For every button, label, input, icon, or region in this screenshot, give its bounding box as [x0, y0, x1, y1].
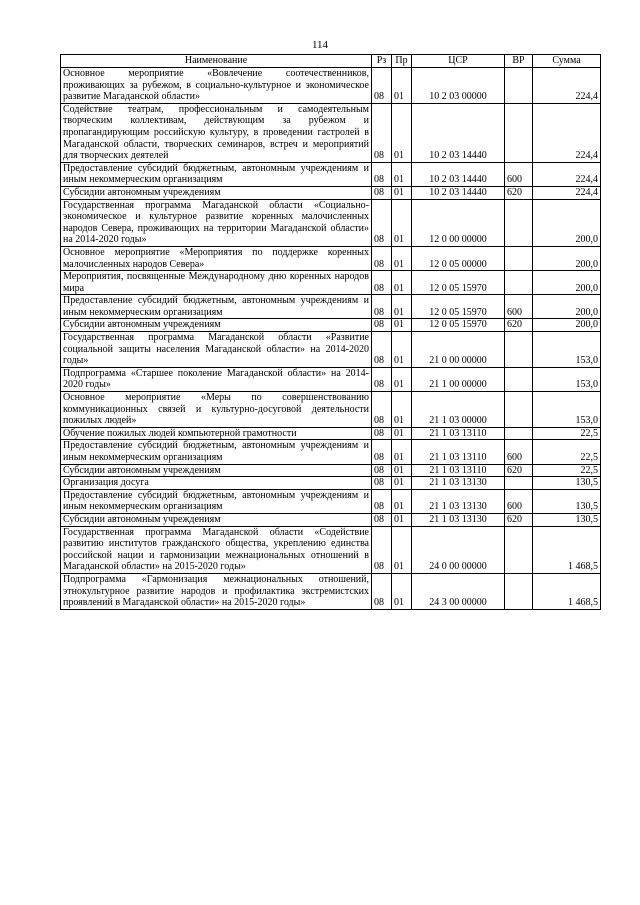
- table-row: [61, 513, 601, 526]
- cell-csr: 21 1 03 13110: [412, 427, 505, 440]
- cell-csr: 10 2 03 14440: [412, 103, 505, 162]
- cell-pr: 01: [392, 464, 412, 477]
- cell-rz: 08: [372, 513, 392, 526]
- table-row: [61, 319, 601, 332]
- table-header-row: [61, 55, 601, 68]
- cell-pr: 01: [392, 332, 412, 368]
- cell-name: Государственная программа Магаданской области «Социально-экономическое и культурное развитие коренных малочисленных народов Севера, проживающих на территории Магаданской области» на 2014-2020 годы»: [61, 199, 372, 246]
- cell-name: Основное мероприятие «Мероприятия по поддержке коренных малочисленных народов Севера»: [61, 246, 372, 270]
- cell-name: Субсидии автономным учреждениям: [61, 464, 372, 477]
- table-row: [61, 427, 601, 440]
- cell-rz: 08: [372, 489, 392, 513]
- cell-pr: 01: [392, 68, 412, 104]
- cell-vr: 600: [505, 162, 533, 186]
- cell-name: Подпрограмма «Гармонизация межнациональных отношений, этнокультурное развитие народов и профилактика экстремистских проявлений в Магаданской области» на 2015-2020 годы»: [61, 573, 372, 609]
- cell-pr: 01: [392, 427, 412, 440]
- cell-rz: 08: [372, 440, 392, 464]
- cell-vr: [505, 392, 533, 428]
- cell-vr: [505, 246, 533, 270]
- cell-vr: 620: [505, 513, 533, 526]
- cell-sum: 200,0: [533, 271, 601, 295]
- cell-vr: [505, 271, 533, 295]
- header-sum: Сумма: [533, 55, 601, 68]
- header-csr: ЦСР: [412, 55, 505, 68]
- cell-rz: 08: [372, 68, 392, 104]
- table-row: [61, 246, 601, 270]
- cell-name: Основное мероприятие «Вовлечение соотечественников, проживающих за рубежом, в социально-культурное и экономическое развитие Магаданской области»: [61, 68, 372, 104]
- table-row: [61, 68, 601, 104]
- cell-vr: [505, 68, 533, 104]
- cell-rz: 08: [372, 186, 392, 199]
- table-row: [61, 186, 601, 199]
- cell-sum: 200,0: [533, 246, 601, 270]
- table-row: [61, 489, 601, 513]
- cell-vr: 620: [505, 186, 533, 199]
- cell-vr: [505, 573, 533, 609]
- cell-vr: [505, 103, 533, 162]
- cell-name: Предоставление субсидий бюджетным, автономным учреждениям и иным некоммерческим организациям: [61, 440, 372, 464]
- cell-sum: 130,5: [533, 489, 601, 513]
- cell-rz: 08: [372, 162, 392, 186]
- cell-csr: 24 0 00 00000: [412, 526, 505, 573]
- cell-name: Предоставление субсидий бюджетным, автономным учреждениям и иным некоммерческим организациям: [61, 162, 372, 186]
- cell-sum: 22,5: [533, 464, 601, 477]
- cell-pr: 01: [392, 392, 412, 428]
- cell-name: Обучение пожилых людей компьютерной грамотности: [61, 427, 372, 440]
- cell-vr: 600: [505, 295, 533, 319]
- cell-sum: 200,0: [533, 319, 601, 332]
- table-row: [61, 392, 601, 428]
- cell-csr: 10 2 03 00000: [412, 68, 505, 104]
- cell-pr: 01: [392, 295, 412, 319]
- cell-sum: 1 468,5: [533, 526, 601, 573]
- cell-pr: 01: [392, 103, 412, 162]
- cell-rz: 08: [372, 464, 392, 477]
- cell-pr: 01: [392, 573, 412, 609]
- cell-pr: 01: [392, 513, 412, 526]
- cell-csr: 21 1 03 13130: [412, 477, 505, 490]
- table-row: [61, 464, 601, 477]
- cell-csr: 21 0 00 00000: [412, 332, 505, 368]
- cell-pr: 01: [392, 477, 412, 490]
- cell-sum: 22,5: [533, 427, 601, 440]
- cell-pr: 01: [392, 199, 412, 246]
- cell-sum: 200,0: [533, 295, 601, 319]
- cell-rz: 08: [372, 477, 392, 490]
- cell-name: Основное мероприятие «Меры по совершенствованию коммуникационных связей и культурно-досуговой деятельности пожилых людей»: [61, 392, 372, 428]
- cell-vr: 600: [505, 489, 533, 513]
- cell-pr: 01: [392, 367, 412, 391]
- table-row: [61, 271, 601, 295]
- cell-sum: 153,0: [533, 392, 601, 428]
- cell-csr: 24 3 00 00000: [412, 573, 505, 609]
- cell-sum: 224,4: [533, 162, 601, 186]
- cell-pr: 01: [392, 489, 412, 513]
- cell-rz: 08: [372, 271, 392, 295]
- cell-pr: 01: [392, 319, 412, 332]
- cell-csr: 21 1 03 13130: [412, 489, 505, 513]
- cell-rz: 08: [372, 392, 392, 428]
- header-pr: Пр: [392, 55, 412, 68]
- cell-rz: 08: [372, 319, 392, 332]
- cell-sum: 130,5: [533, 513, 601, 526]
- cell-rz: 08: [372, 199, 392, 246]
- cell-vr: [505, 477, 533, 490]
- cell-vr: [505, 526, 533, 573]
- cell-csr: 21 1 03 13110: [412, 464, 505, 477]
- cell-name: Мероприятия, посвященные Международному дню коренных народов мира: [61, 271, 372, 295]
- cell-name: Государственная программа Магаданской области «Развитие социальной защиты населения Магаданской области» на 2014-2020 годы»: [61, 332, 372, 368]
- cell-csr: 21 1 03 13110: [412, 440, 505, 464]
- table-row: [61, 573, 601, 609]
- cell-vr: [505, 199, 533, 246]
- cell-name: Субсидии автономным учреждениям: [61, 513, 372, 526]
- cell-pr: 01: [392, 162, 412, 186]
- page-number: 114: [311, 39, 329, 51]
- table-row: [61, 199, 601, 246]
- cell-sum: 130,5: [533, 477, 601, 490]
- cell-pr: 01: [392, 526, 412, 573]
- table-row: [61, 440, 601, 464]
- table-row: [61, 295, 601, 319]
- cell-rz: 08: [372, 103, 392, 162]
- cell-csr: 12 0 05 15970: [412, 319, 505, 332]
- table-row: [61, 162, 601, 186]
- cell-vr: 600: [505, 440, 533, 464]
- cell-rz: 08: [372, 246, 392, 270]
- header-rz: Рз: [372, 55, 392, 68]
- cell-sum: 200,0: [533, 199, 601, 246]
- header-vr: ВР: [505, 55, 533, 68]
- cell-sum: 22,5: [533, 440, 601, 464]
- cell-vr: 620: [505, 319, 533, 332]
- cell-vr: [505, 367, 533, 391]
- cell-csr: 10 2 03 14440: [412, 162, 505, 186]
- budget-table: [60, 54, 601, 610]
- cell-name: Организация досуга: [61, 477, 372, 490]
- cell-pr: 01: [392, 440, 412, 464]
- cell-vr: [505, 332, 533, 368]
- cell-name: Государственная программа Магаданской области «Содействие развитию институтов гражданского общества, укреплению единства российской нации и гармонизации межнациональных отношений в Магаданской области» на 2015-2020 годы»: [61, 526, 372, 573]
- table-row: [61, 103, 601, 162]
- cell-name: Субсидии автономным учреждениям: [61, 319, 372, 332]
- cell-sum: 224,4: [533, 186, 601, 199]
- table-row: [61, 332, 601, 368]
- cell-name: Предоставление субсидий бюджетным, автономным учреждениям и иным некоммерческим организациям: [61, 489, 372, 513]
- cell-sum: 224,4: [533, 68, 601, 104]
- cell-name: Предоставление субсидий бюджетным, автономным учреждениям и иным некоммерческим организациям: [61, 295, 372, 319]
- cell-csr: 21 1 03 13130: [412, 513, 505, 526]
- table-row: [61, 367, 601, 391]
- cell-pr: 01: [392, 246, 412, 270]
- cell-sum: 153,0: [533, 367, 601, 391]
- cell-pr: 01: [392, 271, 412, 295]
- cell-csr: 12 0 05 15970: [412, 295, 505, 319]
- cell-sum: 153,0: [533, 332, 601, 368]
- cell-vr: 620: [505, 464, 533, 477]
- cell-csr: 21 1 00 00000: [412, 367, 505, 391]
- cell-rz: 08: [372, 573, 392, 609]
- cell-name: Подпрограмма «Старшее поколение Магаданской области» на 2014-2020 годы»: [61, 367, 372, 391]
- cell-csr: 21 1 03 00000: [412, 392, 505, 428]
- table-row: [61, 526, 601, 573]
- cell-sum: 1 468,5: [533, 573, 601, 609]
- header-name: Наименование: [61, 55, 372, 68]
- cell-csr: 10 2 03 14440: [412, 186, 505, 199]
- cell-csr: 12 0 05 00000: [412, 246, 505, 270]
- cell-rz: 08: [372, 427, 392, 440]
- cell-rz: 08: [372, 367, 392, 391]
- cell-vr: [505, 427, 533, 440]
- cell-rz: 08: [372, 526, 392, 573]
- cell-csr: 12 0 00 00000: [412, 199, 505, 246]
- cell-rz: 08: [372, 332, 392, 368]
- cell-pr: 01: [392, 186, 412, 199]
- table-row: [61, 477, 601, 490]
- cell-csr: 12 0 05 15970: [412, 271, 505, 295]
- cell-name: Субсидии автономным учреждениям: [61, 186, 372, 199]
- cell-rz: 08: [372, 295, 392, 319]
- cell-sum: 224,4: [533, 103, 601, 162]
- cell-name: Содействие театрам, профессиональным и самодеятельным творческим коллективам, действующим за рубежом и пропагандирующим российскую культуру, в проведении гастролей в Магаданской области, творческих семинаров, встреч и мероприятий для творческих деятелей: [61, 103, 372, 162]
